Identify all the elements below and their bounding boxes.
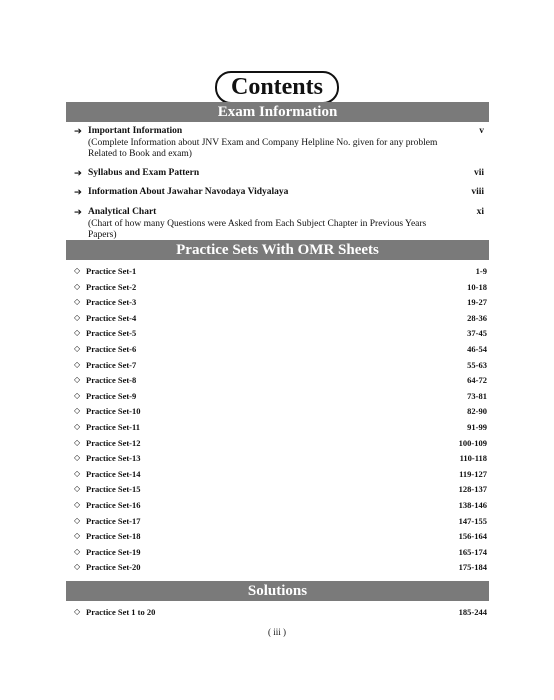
exam-info-item[interactable]	[74, 207, 484, 241]
diamond-icon: ◇	[74, 328, 81, 338]
practice-set-row[interactable]	[74, 390, 487, 402]
exam-info-item[interactable]	[74, 168, 484, 179]
practice-set-row[interactable]	[74, 296, 487, 308]
row-page: 19-27	[467, 297, 487, 308]
row-label: Practice Set-3	[86, 297, 137, 308]
row-page: 100-109	[458, 437, 487, 448]
practice-sets-heading: Practice Sets With OMR Sheets	[66, 240, 489, 260]
row-page: 165-174	[458, 546, 487, 557]
row-page: 82-90	[467, 406, 487, 417]
diamond-icon: ◇	[74, 297, 81, 307]
practice-set-row[interactable]	[74, 405, 487, 417]
diamond-icon: ◇	[74, 281, 81, 291]
row-page: 175-184	[458, 562, 487, 573]
row-label: Practice Set-11	[86, 422, 141, 432]
arrow-icon: ➔	[74, 127, 82, 137]
practice-set-row[interactable]	[74, 530, 487, 542]
row-label: Practice Set-10	[86, 406, 141, 417]
row-page: 10-18	[467, 281, 487, 292]
row-label: Practice Set-14	[86, 468, 141, 479]
practice-set-row[interactable]	[74, 312, 487, 324]
solutions-row[interactable]	[74, 606, 487, 618]
practice-set-row[interactable]	[74, 281, 487, 293]
row-page: 110-118	[459, 453, 487, 464]
diamond-icon: ◇	[74, 359, 81, 369]
item-label: Information About Jawahar Navodaya Vidyalaya	[88, 187, 289, 197]
item-label: Syllabus and Exam Pattern	[88, 168, 200, 178]
practice-set-row[interactable]	[74, 437, 487, 449]
row-label: Practice Set-6	[86, 344, 137, 354]
item-label: Analytical Chart	[88, 207, 157, 217]
row-label: Practice Set-7	[86, 359, 137, 370]
item-page: vii	[473, 168, 484, 178]
row-label: Practice Set-2	[86, 281, 137, 292]
row-page: 37-45	[467, 328, 487, 339]
row-label: Practice Set-18	[86, 531, 141, 542]
row-label: Practice Set-4	[86, 312, 137, 323]
row-page: 46-54	[467, 344, 487, 354]
practice-set-row[interactable]	[74, 327, 487, 339]
diamond-icon: ◇	[74, 375, 81, 385]
row-page: 73-81	[467, 390, 487, 401]
practice-set-row[interactable]	[74, 359, 487, 371]
exam-info-item[interactable]	[74, 126, 484, 160]
practice-set-row[interactable]	[74, 483, 487, 495]
practice-set-row[interactable]	[74, 515, 487, 527]
practice-set-row[interactable]	[74, 421, 487, 433]
page-title: Contents	[215, 71, 339, 104]
row-label: Practice Set-16	[86, 500, 141, 510]
diamond-icon: ◇	[74, 531, 81, 541]
practice-set-row[interactable]	[74, 374, 487, 386]
solutions-heading: Solutions	[66, 581, 489, 601]
item-description: (Chart of how many Questions were Asked from Each Subject Chapter in Previous Years Papers)	[88, 219, 427, 240]
row-page: 128-137	[458, 484, 487, 495]
diamond-icon: ◇	[74, 515, 81, 525]
row-page: 156-164	[458, 531, 487, 542]
row-label: Practice Set-1	[86, 266, 137, 276]
item-label: Important Information	[88, 126, 183, 136]
diamond-icon: ◇	[74, 422, 81, 431]
diamond-icon: ◇	[74, 437, 81, 447]
practice-set-row[interactable]	[74, 499, 487, 511]
item-page: viii	[471, 187, 484, 197]
practice-set-row[interactable]	[74, 452, 487, 464]
row-page: 185-244	[458, 607, 487, 617]
diamond-icon: ◇	[74, 312, 81, 322]
row-label: Practice Set-19	[86, 546, 141, 557]
contents-title-wrap	[0, 71, 554, 104]
row-page: 55-63	[467, 359, 487, 370]
row-label: Practice Set-5	[86, 328, 137, 339]
row-page: 119-127	[459, 468, 487, 479]
row-page: 64-72	[467, 375, 487, 386]
diamond-icon: ◇	[74, 468, 81, 478]
row-page: 147-155	[458, 515, 487, 526]
page-number: ( iii )	[268, 627, 286, 637]
row-page: 91-99	[467, 422, 487, 432]
row-label: Practice Set-17	[86, 515, 141, 526]
diamond-icon: ◇	[74, 562, 81, 572]
row-label: Practice Set-9	[86, 390, 137, 401]
exam-info-heading: Exam Information	[66, 102, 489, 122]
item-page: v	[479, 126, 484, 136]
arrow-icon: ➔	[74, 208, 82, 218]
diamond-icon: ◇	[74, 390, 81, 400]
item-page: xi	[476, 207, 484, 217]
row-label: Practice Set 1 to 20	[86, 607, 156, 617]
practice-set-row[interactable]	[74, 561, 487, 573]
row-label: Practice Set-15	[86, 484, 141, 495]
practice-set-row[interactable]	[74, 343, 487, 355]
diamond-icon: ◇	[74, 453, 81, 463]
row-page: 28-36	[467, 312, 487, 323]
exam-info-item[interactable]	[74, 187, 484, 198]
diamond-icon: ◇	[74, 484, 81, 494]
row-label: Practice Set-20	[86, 562, 141, 573]
arrow-icon: ➔	[74, 169, 82, 179]
practice-set-row[interactable]	[74, 468, 487, 480]
diamond-icon: ◇	[74, 500, 81, 509]
arrow-icon: ➔	[74, 188, 82, 198]
diamond-icon: ◇	[74, 266, 81, 275]
row-page: 138-146	[458, 500, 487, 510]
diamond-icon: ◇	[74, 344, 81, 353]
row-label: Practice Set-12	[86, 437, 141, 448]
diamond-icon: ◇	[74, 607, 81, 616]
item-description: (Complete Information about JNV Exam and Company Helpline No. given for any problem Related to Book and exam)	[88, 138, 438, 159]
practice-set-row[interactable]	[74, 546, 487, 558]
practice-set-row[interactable]	[74, 265, 487, 277]
row-page: 1-9	[475, 266, 487, 276]
row-label: Practice Set-13	[86, 453, 141, 464]
diamond-icon: ◇	[74, 406, 81, 416]
diamond-icon: ◇	[74, 546, 81, 556]
row-label: Practice Set-8	[86, 375, 137, 386]
